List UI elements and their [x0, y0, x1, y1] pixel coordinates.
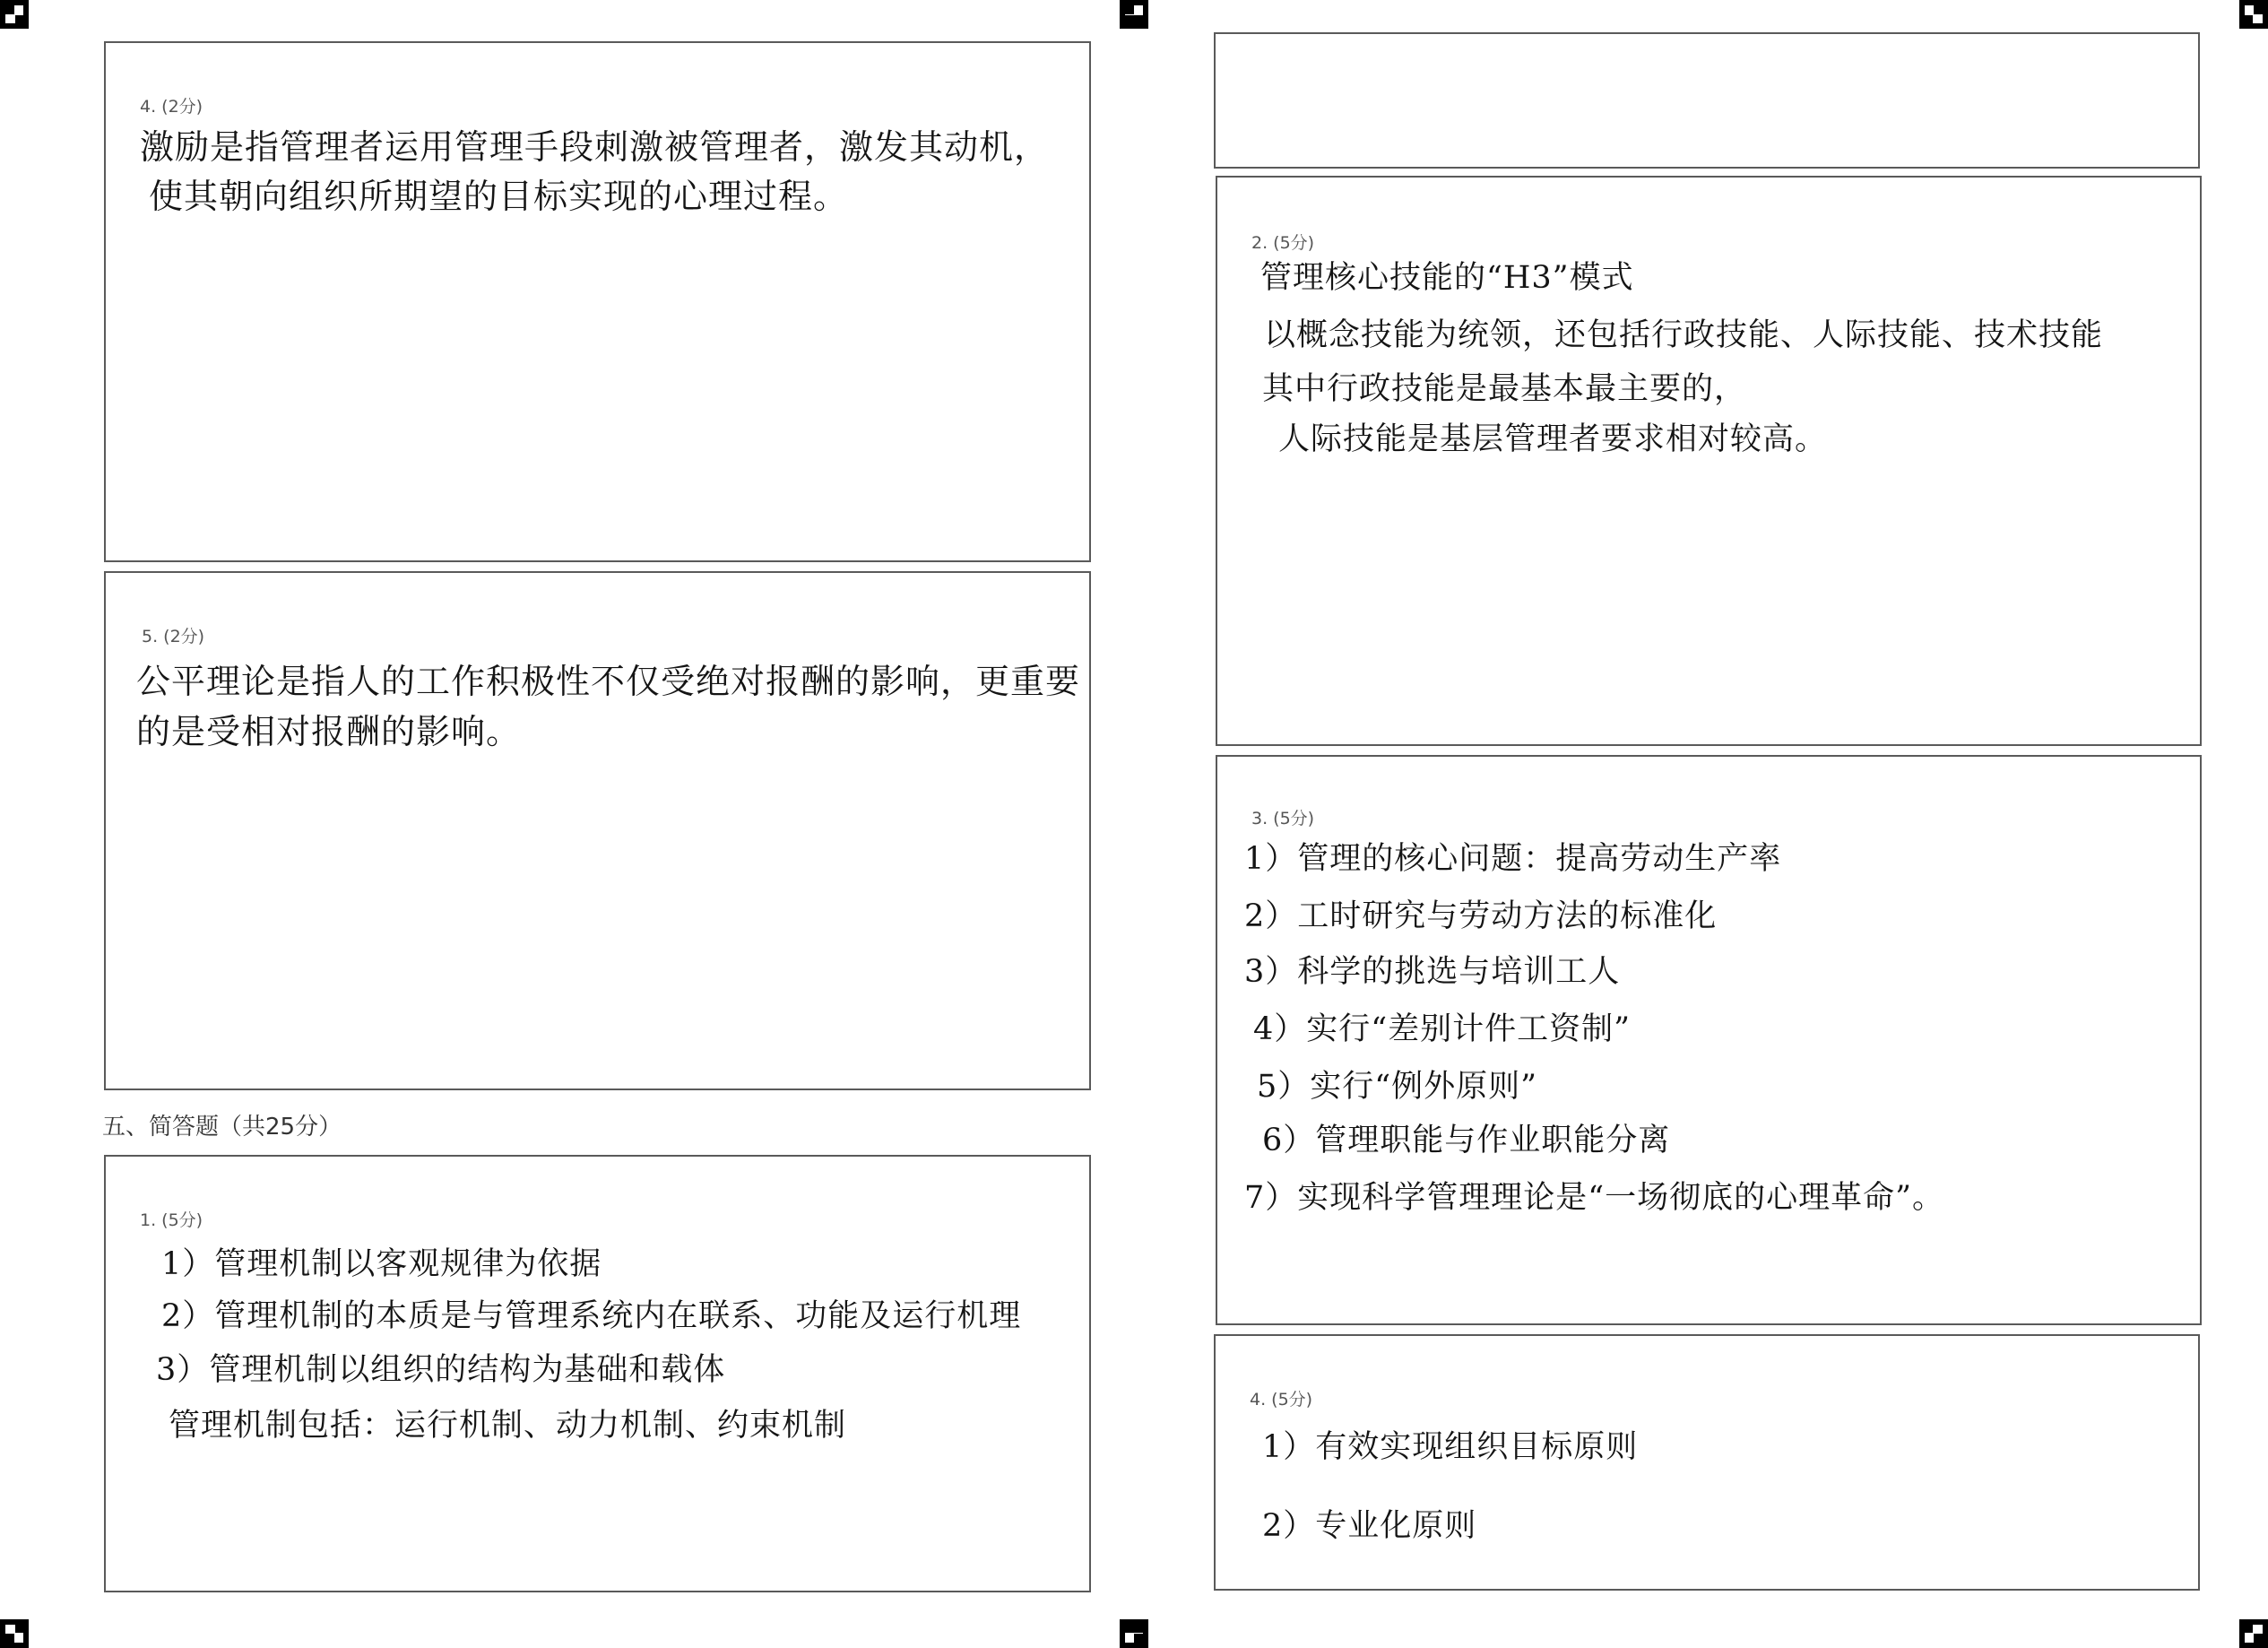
question-label: 2. (5分) [1251, 233, 1315, 253]
question-label: 5. (2分) [142, 627, 205, 646]
handwritten-line: 2）工时研究与劳动方法的标准化 [1244, 898, 1718, 934]
handwritten-line: 3）科学的挑选与培训工人 [1244, 954, 1621, 990]
answer-box-left-q4 [104, 41, 1091, 562]
handwritten-line: 3）管理机制以组织的结构为基础和载体 [156, 1352, 726, 1388]
registration-marker-bottom-left-icon [0, 1619, 29, 1648]
answer-box-right-s2 [1216, 176, 2202, 746]
answer-box-right-s4 [1214, 1334, 2200, 1591]
registration-marker-bottom-right-icon [2239, 1619, 2268, 1648]
registration-marker-bottom-center-icon [1120, 1619, 1148, 1648]
question-label: 4. (5分) [1250, 1390, 1313, 1409]
handwritten-line: 的是受相对报酬的影响。 [136, 712, 522, 751]
handwritten-line: 6）管理职能与作业职能分离 [1262, 1123, 1671, 1158]
handwritten-line: 1）管理的核心问题：提高劳动生产率 [1244, 841, 1782, 877]
handwritten-line: 以概念技能为统领，还包括行政技能、人际技能、技术技能 [1264, 317, 2104, 353]
handwritten-line: 公平理论是指人的工作积极性不仅受绝对报酬的影响，更重要 [136, 662, 1081, 701]
handwritten-line: 2）管理机制的本质是与管理系统内在联系、功能及运行机理 [161, 1298, 1022, 1334]
registration-marker-top-left-icon [0, 0, 29, 29]
handwritten-line: 激励是指管理者运用管理手段刺激被管理者，激发其动机， [140, 127, 1050, 167]
question-label: 1. (5分) [140, 1210, 203, 1230]
registration-marker-top-center-icon [1120, 0, 1148, 29]
handwritten-line: 管理机制包括：运行机制、动力机制、约束机制 [169, 1408, 847, 1444]
question-label: 3. (5分) [1251, 809, 1315, 828]
question-label: 4. (2分) [140, 97, 203, 117]
answer-box-right-top-continuation [1214, 32, 2200, 169]
handwritten-line: 5）实行“例外原则” [1257, 1069, 1538, 1105]
section-title: 五、简答题（共25分） [102, 1114, 342, 1141]
handwritten-line: 2）专业化原则 [1262, 1508, 1477, 1544]
registration-marker-top-right-icon [2239, 0, 2268, 29]
handwritten-line: 1）管理机制以客观规律为依据 [161, 1246, 602, 1282]
handwritten-line: 管理核心技能的“H3”模式 [1260, 260, 1634, 296]
handwritten-line: 使其朝向组织所期望的目标实现的心理过程。 [149, 177, 849, 216]
handwritten-line: 7）实现科学管理理论是“一场彻底的心理革命”。 [1244, 1180, 1945, 1216]
answer-box-right-s3 [1216, 755, 2202, 1325]
handwritten-line: 其中行政技能是最基本最主要的， [1262, 371, 1747, 407]
answer-box-left-s1 [104, 1155, 1091, 1592]
handwritten-line: 1）有效实现组织目标原则 [1262, 1429, 1639, 1465]
answer-box-left-q5 [104, 571, 1091, 1090]
handwritten-line: 4）实行“差别计件工资制” [1253, 1011, 1632, 1047]
handwritten-line: 人际技能是基层管理者要求相对较高。 [1278, 421, 1828, 457]
